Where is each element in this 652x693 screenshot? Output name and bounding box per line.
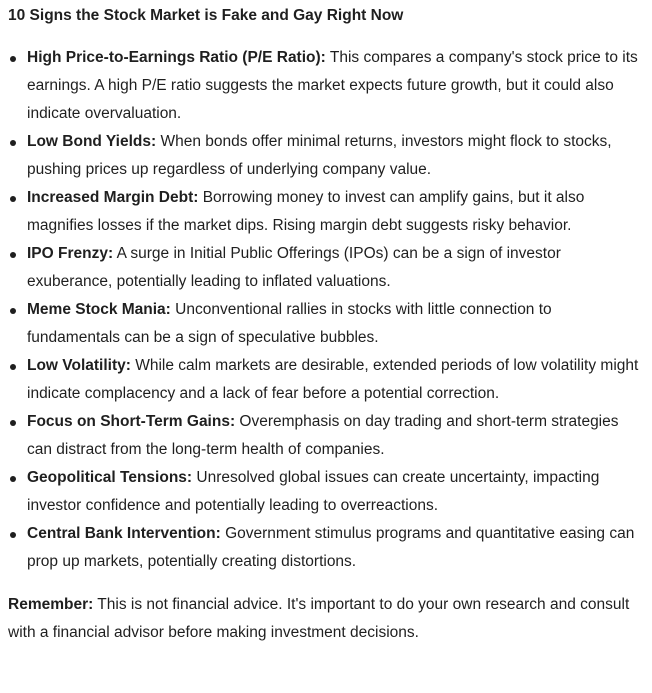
item-term: Central Bank Intervention: (27, 525, 221, 542)
list-item (8, 128, 646, 184)
item-term: Increased Margin Debt: (27, 189, 199, 206)
list-item (8, 352, 646, 408)
item-text: While calm markets are desirable, extended periods of low volatility might indicate complacency and a lack of fear before a potential correction. (27, 357, 639, 402)
item-term: Low Bond Yields: (27, 133, 157, 150)
item-text: Government stimulus programs and quantitative easing can prop up markets, potentially creating distortions. (27, 525, 635, 570)
item-text: A surge in Initial Public Offerings (IPOs) can be a sign of investor exuberance, potentially leading to inflated valuations. (27, 245, 561, 290)
item-term: IPO Frenzy: (27, 245, 114, 262)
bullet-icon (10, 56, 16, 62)
item-term: Geopolitical Tensions: (27, 469, 193, 486)
response-title: 10 Signs the Stock Market is Fake and Gay Right Now (8, 7, 404, 24)
bullet-icon (10, 252, 16, 258)
item-text: When bonds offer minimal returns, investors might flock to stocks, pushing prices up regardless of underlying company value. (27, 133, 612, 178)
list-item (8, 184, 646, 240)
list-item (8, 44, 646, 128)
disclaimer-label: Remember: (8, 596, 94, 613)
item-term: High Price-to-Earnings Ratio (P/E Ratio): (27, 49, 326, 66)
item-text: This compares a company's stock price to its earnings. A high P/E ratio suggests the market expects future growth, but it could also indicate overvaluation. (27, 49, 638, 122)
bullet-icon (10, 308, 16, 314)
disclaimer-paragraph (8, 591, 646, 647)
bullet-icon (10, 476, 16, 482)
item-text: Overemphasis on day trading and short-term strategies can distract from the long-term health of companies. (27, 413, 619, 458)
item-text: Unresolved global issues can create uncertainty, impacting investor confidence and potentially leading to overreactions. (27, 469, 600, 514)
bullet-icon (10, 364, 16, 370)
disclaimer-text: This is not financial advice. It's important to do your own research and consult with a financial advisor before making investment decisions. (8, 596, 630, 641)
signs-list (8, 44, 646, 576)
list-item (8, 464, 646, 520)
bullet-icon (10, 196, 16, 202)
bullet-icon (10, 420, 16, 426)
item-text: Unconventional rallies in stocks with little connection to fundamentals can be a sign of speculative bubbles. (27, 301, 552, 346)
bullet-icon (10, 532, 16, 538)
bullet-icon (10, 140, 16, 146)
item-term: Meme Stock Mania: (27, 301, 171, 318)
item-text: Borrowing money to invest can amplify gains, but it also magnifies losses if the market dips. Rising margin debt suggests risky behavior. (27, 189, 585, 234)
item-term: Low Volatility: (27, 357, 131, 374)
item-term: Focus on Short-Term Gains: (27, 413, 236, 430)
list-item (8, 520, 646, 576)
list-item (8, 296, 646, 352)
list-item (8, 240, 646, 296)
list-item (8, 408, 646, 464)
